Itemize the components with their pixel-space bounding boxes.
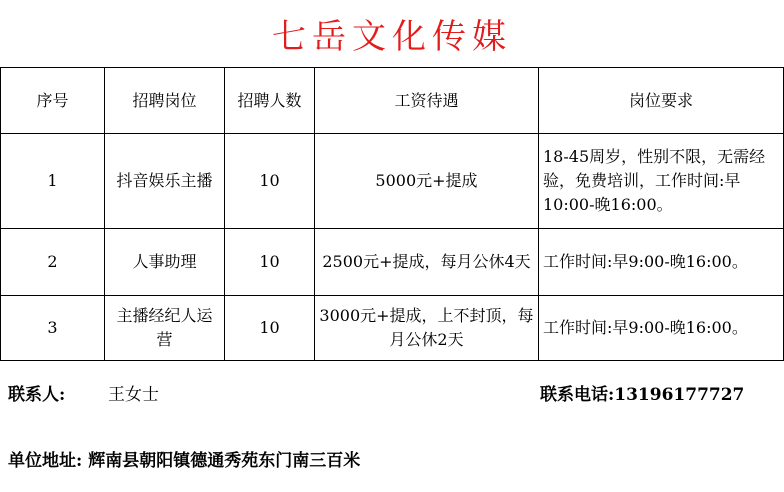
column-header-position: 招聘岗位 — [105, 68, 225, 134]
column-header-requirement: 岗位要求 — [539, 68, 784, 134]
recruitment-table — [0, 67, 784, 361]
page-title: 七岳文化传媒 — [272, 17, 512, 57]
cell-no: 3 — [1, 296, 105, 361]
cell-count: 10 — [225, 229, 315, 296]
cell-requirement: 工作时间:早9:00-晚16:00。 — [539, 296, 784, 361]
table-header-row — [1, 68, 784, 134]
cell-requirement: 工作时间:早9:00-晚16:00。 — [539, 229, 784, 296]
column-header-salary: 工资待遇 — [315, 68, 539, 134]
cell-no: 2 — [1, 229, 105, 296]
table-row — [1, 296, 784, 361]
table-row — [1, 134, 784, 229]
contact-phone: 联系电话:13196177727 — [540, 385, 745, 405]
cell-salary: 5000元+提成 — [315, 134, 539, 229]
contact-name: 王女士 — [108, 385, 159, 405]
cell-count: 10 — [225, 296, 315, 361]
cell-position: 抖音娱乐主播 — [105, 134, 225, 229]
cell-count: 10 — [225, 134, 315, 229]
cell-salary: 3000元+提成，上不封顶，每月公休2天 — [315, 296, 539, 361]
column-header-no: 序号 — [1, 68, 105, 134]
cell-position: 人事助理 — [105, 229, 225, 296]
table-row — [1, 229, 784, 296]
company-address: 单位地址: 辉南县朝阳镇德通秀苑东门南三百米 — [8, 451, 361, 471]
cell-requirement: 18-45周岁，性别不限，无需经验，免费培训，工作时间:早10:00-晚16:00。 — [539, 134, 784, 229]
cell-salary: 2500元+提成，每月公休4天 — [315, 229, 539, 296]
contact-label: 联系人: — [8, 385, 66, 405]
cell-no: 1 — [1, 134, 105, 229]
column-header-count: 招聘人数 — [225, 68, 315, 134]
cell-position: 主播经纪人运营 — [105, 296, 225, 361]
